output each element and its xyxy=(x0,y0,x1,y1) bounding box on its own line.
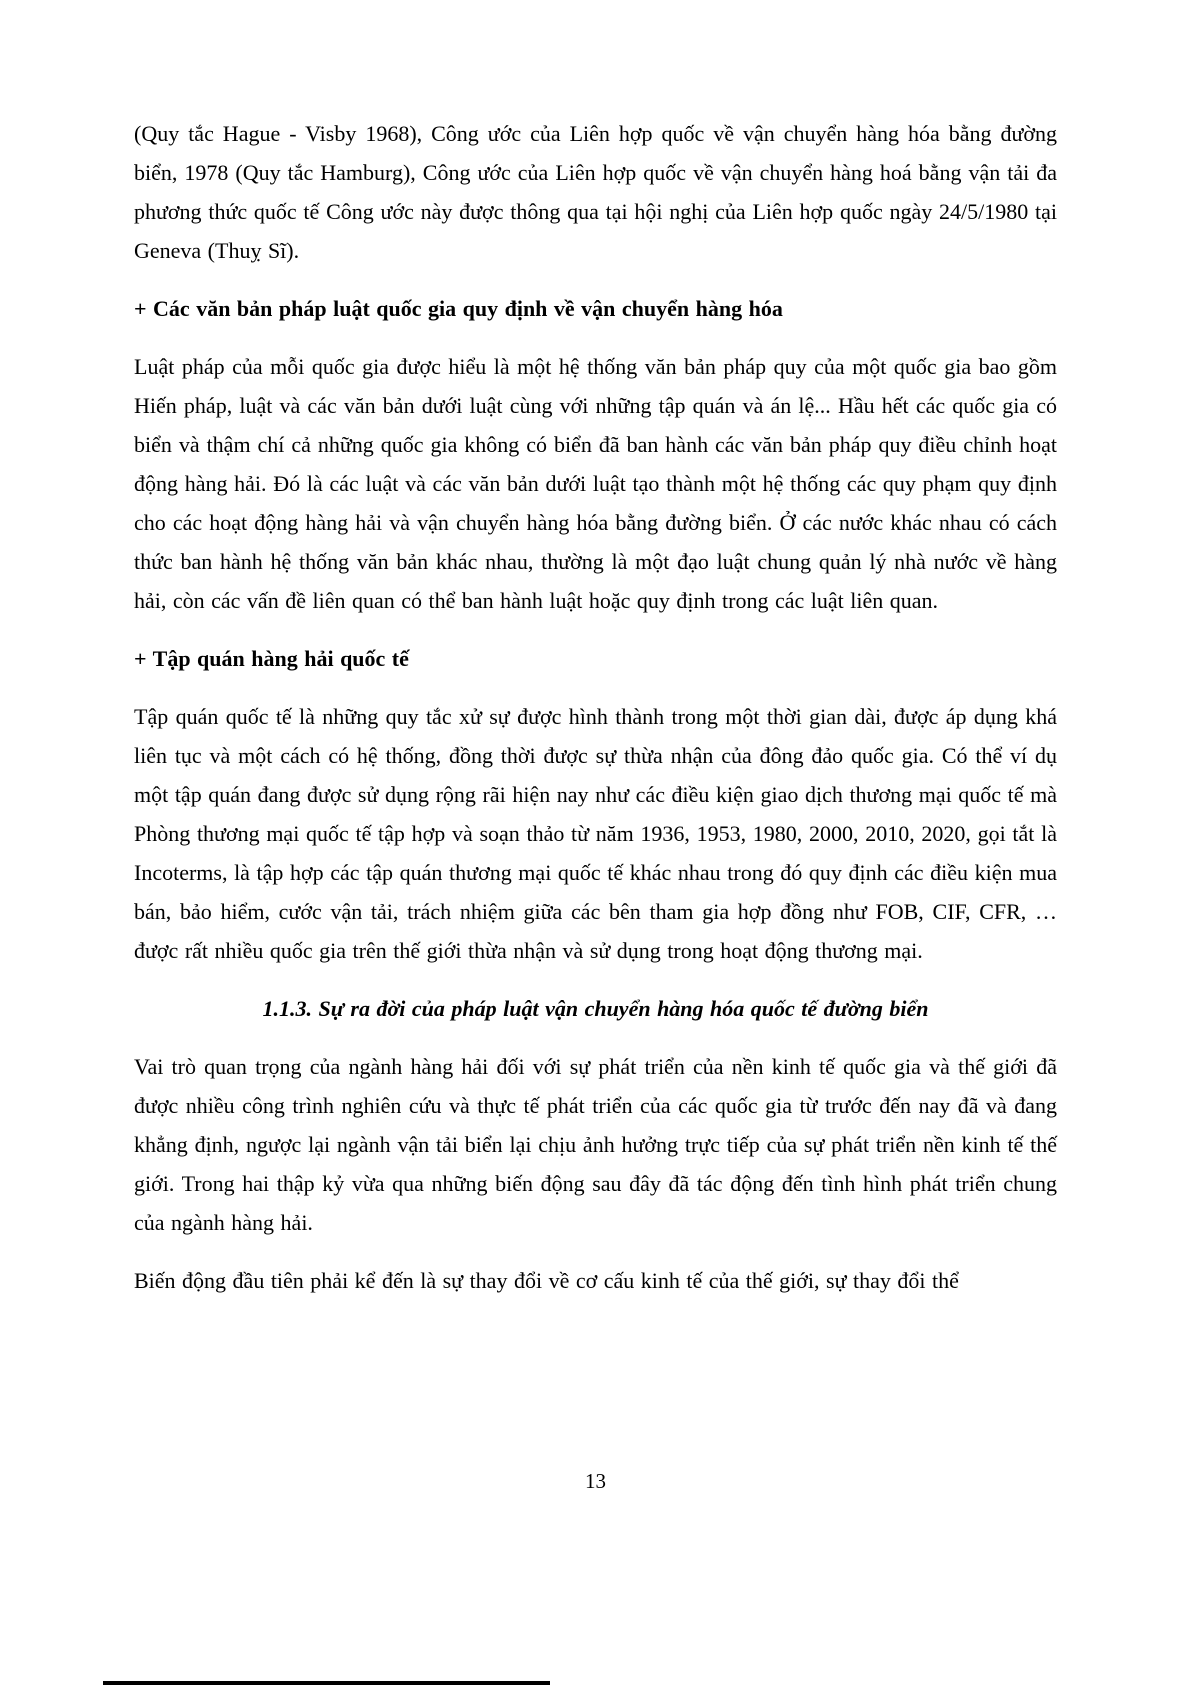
page-number: 13 xyxy=(585,1469,606,1493)
paragraph-maritime-customs: Tập quán quốc tế là những quy tắc xử sự được hình thành trong một thời gian dài, được áp dụng khá liên tục và một cách có hệ thống, đồng thời được sự thừa nhận của đông đảo quốc gia. Có thể ví dụ một tập quán đang được sử dụng rộng rãi hiện nay như các điều kiện giao dịch thương mại quốc tế mà Phòng thương mại quốc tế tập hợp và soạn thảo từ năm 1936, 1953, 1980, 2000, 2010, 2020, gọi tắt là Incoterms, là tập hợp các tập quán thương mại quốc tế khác nhau trong đó quy định các điều kiện mua bán, bảo hiểm, cước vận tải, trách nhiệm giữa các bên tham gia hợp đồng như FOB, CIF, CFR, … được rất nhiều quốc gia trên thế giới thừa nhận và sử dụng trong hoạt động thương mại. xyxy=(134,704,1057,963)
page-content xyxy=(134,114,1057,1319)
paragraph-national-law: Luật pháp của mỗi quốc gia được hiểu là một hệ thống văn bản pháp quy của một quốc gia bao gồm Hiến pháp, luật và các văn bản dưới luật cùng với những tập quán và án lệ... Hầu hết các quốc gia có biển và thậm chí cả những quốc gia không có biển đã ban hành các văn bản pháp quy điều chỉnh hoạt động hàng hải. Đó là các luật và các văn bản dưới luật tạo thành một hệ thống các quy phạm quy định cho các hoạt động hàng hải và vận chuyển hàng hóa bằng đường biển. Ở các nước khác nhau có cách thức ban hành hệ thống văn bản khác nhau, thường là một đạo luật chung quản lý nhà nước về hàng hải, còn các vấn đề liên quan có thể ban hành luật hoặc quy định trong các luật liên quan. xyxy=(134,354,1057,613)
section-heading-national-law: + Các văn bản pháp luật quốc gia quy định về vận chuyển hàng hóa xyxy=(134,296,783,321)
subsection-heading-1-1-3: 1.1.3. Sự ra đời của pháp luật vận chuyển hàng hóa quốc tế đường biển xyxy=(262,996,929,1021)
section-heading-maritime-customs: + Tập quán hàng hải quốc tế xyxy=(134,646,409,671)
footer-divider xyxy=(103,1681,550,1685)
paragraph-conventions-continuation: (Quy tắc Hague - Visby 1968), Công ước của Liên hợp quốc về vận chuyển hàng hóa bằng đường biển, 1978 (Quy tắc Hamburg), Công ước của Liên hợp quốc về vận chuyển hàng hoá bằng vận tải đa phương thức quốc tế Công ước này được thông qua tại hội nghị của Liên hợp quốc ngày 24/5/1980 tại Geneva (Thuỵ Sĩ). xyxy=(134,121,1057,263)
paragraph-economic-change: Biến động đầu tiên phải kể đến là sự thay đổi về cơ cấu kinh tế của thế giới, sự thay đổi thể xyxy=(134,1268,959,1293)
paragraph-maritime-role: Vai trò quan trọng của ngành hàng hải đối với sự phát triển của nền kinh tế quốc gia và thế giới đã được nhiều công trình nghiên cứu và thực tế phát triển của các quốc gia từ trước đến nay đã và đang khẳng định, ngược lại ngành vận tải biển lại chịu ảnh hưởng trực tiếp của sự phát triển nền kinh tế thế giới. Trong hai thập kỷ vừa qua những biến động sau đây đã tác động đến tình hình phát triển chung của ngành hàng hải. xyxy=(134,1054,1057,1235)
